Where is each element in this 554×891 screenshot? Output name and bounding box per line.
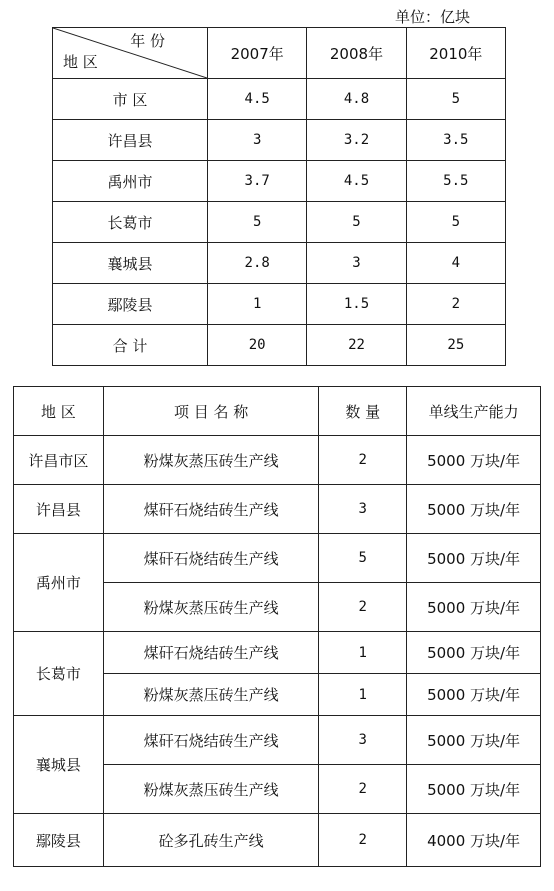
region-cell: 鄢陵县	[53, 284, 208, 325]
project-cell: 粉煤灰蒸压砖生产线	[103, 436, 319, 485]
capacity-cell: 4000 万块/年	[407, 814, 541, 867]
value-cell: 3.5	[406, 120, 505, 161]
project-cell: 煤矸石烧结砖生产线	[103, 716, 319, 765]
capacity-cell: 5000 万块/年	[407, 583, 541, 632]
corner-year-label: 年 份	[130, 32, 165, 50]
production-line-table	[13, 386, 541, 867]
value-cell: 5	[406, 202, 505, 243]
table-row	[14, 436, 541, 485]
value-cell: 4.5	[307, 161, 406, 202]
project-cell: 煤矸石烧结砖生产线	[103, 534, 319, 583]
table-row	[53, 79, 506, 120]
year-header: 2010年	[406, 28, 505, 79]
region-cell: 襄城县	[14, 716, 104, 814]
region-cell: 许昌市区	[14, 436, 104, 485]
quantity-cell: 2	[319, 583, 407, 632]
value-cell: 5	[208, 202, 307, 243]
value-cell: 5.5	[406, 161, 505, 202]
year-header: 2008年	[307, 28, 406, 79]
table-row	[53, 202, 506, 243]
header-region: 地 区	[14, 387, 104, 436]
project-cell: 粉煤灰蒸压砖生产线	[103, 674, 319, 716]
quantity-cell: 5	[319, 534, 407, 583]
region-cell: 长葛市	[14, 632, 104, 716]
quantity-cell: 3	[319, 485, 407, 534]
table-row	[14, 485, 541, 534]
capacity-cell: 5000 万块/年	[407, 436, 541, 485]
project-cell: 粉煤灰蒸压砖生产线	[103, 583, 319, 632]
region-cell: 市 区	[53, 79, 208, 120]
value-cell: 2.8	[208, 243, 307, 284]
value-cell: 5	[307, 202, 406, 243]
project-cell: 粉煤灰蒸压砖生产线	[103, 765, 319, 814]
table-row	[14, 632, 541, 674]
header-quantity: 数 量	[319, 387, 407, 436]
value-cell: 1	[208, 284, 307, 325]
table-row	[14, 814, 541, 867]
region-cell: 禹州市	[53, 161, 208, 202]
quantity-cell: 2	[319, 436, 407, 485]
value-cell: 25	[406, 325, 505, 366]
table-row	[53, 120, 506, 161]
value-cell: 4.8	[307, 79, 406, 120]
value-cell: 3	[307, 243, 406, 284]
header-project: 项 目 名 称	[103, 387, 319, 436]
value-cell: 1.5	[307, 284, 406, 325]
region-cell: 长葛市	[53, 202, 208, 243]
capacity-cell: 5000 万块/年	[407, 632, 541, 674]
table-row	[14, 534, 541, 583]
value-cell: 3.7	[208, 161, 307, 202]
table-row	[53, 161, 506, 202]
region-cell: 禹州市	[14, 534, 104, 632]
corner-region-label: 地 区	[63, 53, 98, 71]
project-cell: 煤矸石烧结砖生产线	[103, 485, 319, 534]
region-cell: 合 计	[53, 325, 208, 366]
value-cell: 4.5	[208, 79, 307, 120]
year-header: 2007年	[208, 28, 307, 79]
table-row	[14, 716, 541, 765]
table-header-row	[53, 28, 506, 79]
value-cell: 5	[406, 79, 505, 120]
project-cell: 砼多孔砖生产线	[103, 814, 319, 867]
value-cell: 4	[406, 243, 505, 284]
quantity-cell: 1	[319, 674, 407, 716]
unit-label: 单位：亿块	[395, 8, 471, 26]
value-cell: 20	[208, 325, 307, 366]
table-header-row	[14, 387, 541, 436]
project-cell: 煤矸石烧结砖生产线	[103, 632, 319, 674]
region-cell: 襄城县	[53, 243, 208, 284]
table-row	[53, 243, 506, 284]
quantity-cell: 1	[319, 632, 407, 674]
region-cell: 许昌县	[53, 120, 208, 161]
region-cell: 许昌县	[14, 485, 104, 534]
quantity-cell: 2	[319, 765, 407, 814]
header-capacity: 单线生产能力	[407, 387, 541, 436]
value-cell: 3	[208, 120, 307, 161]
capacity-cell: 5000 万块/年	[407, 674, 541, 716]
capacity-cell: 5000 万块/年	[407, 765, 541, 814]
capacity-cell: 5000 万块/年	[407, 716, 541, 765]
total-row	[53, 325, 506, 366]
region-cell: 鄢陵县	[14, 814, 104, 867]
capacity-cell: 5000 万块/年	[407, 534, 541, 583]
value-cell: 2	[406, 284, 505, 325]
brick-output-table	[52, 27, 506, 366]
diagonal-header-cell	[53, 28, 208, 79]
quantity-cell: 2	[319, 814, 407, 867]
quantity-cell: 3	[319, 716, 407, 765]
value-cell: 3.2	[307, 120, 406, 161]
capacity-cell: 5000 万块/年	[407, 485, 541, 534]
value-cell: 22	[307, 325, 406, 366]
table-row	[53, 284, 506, 325]
